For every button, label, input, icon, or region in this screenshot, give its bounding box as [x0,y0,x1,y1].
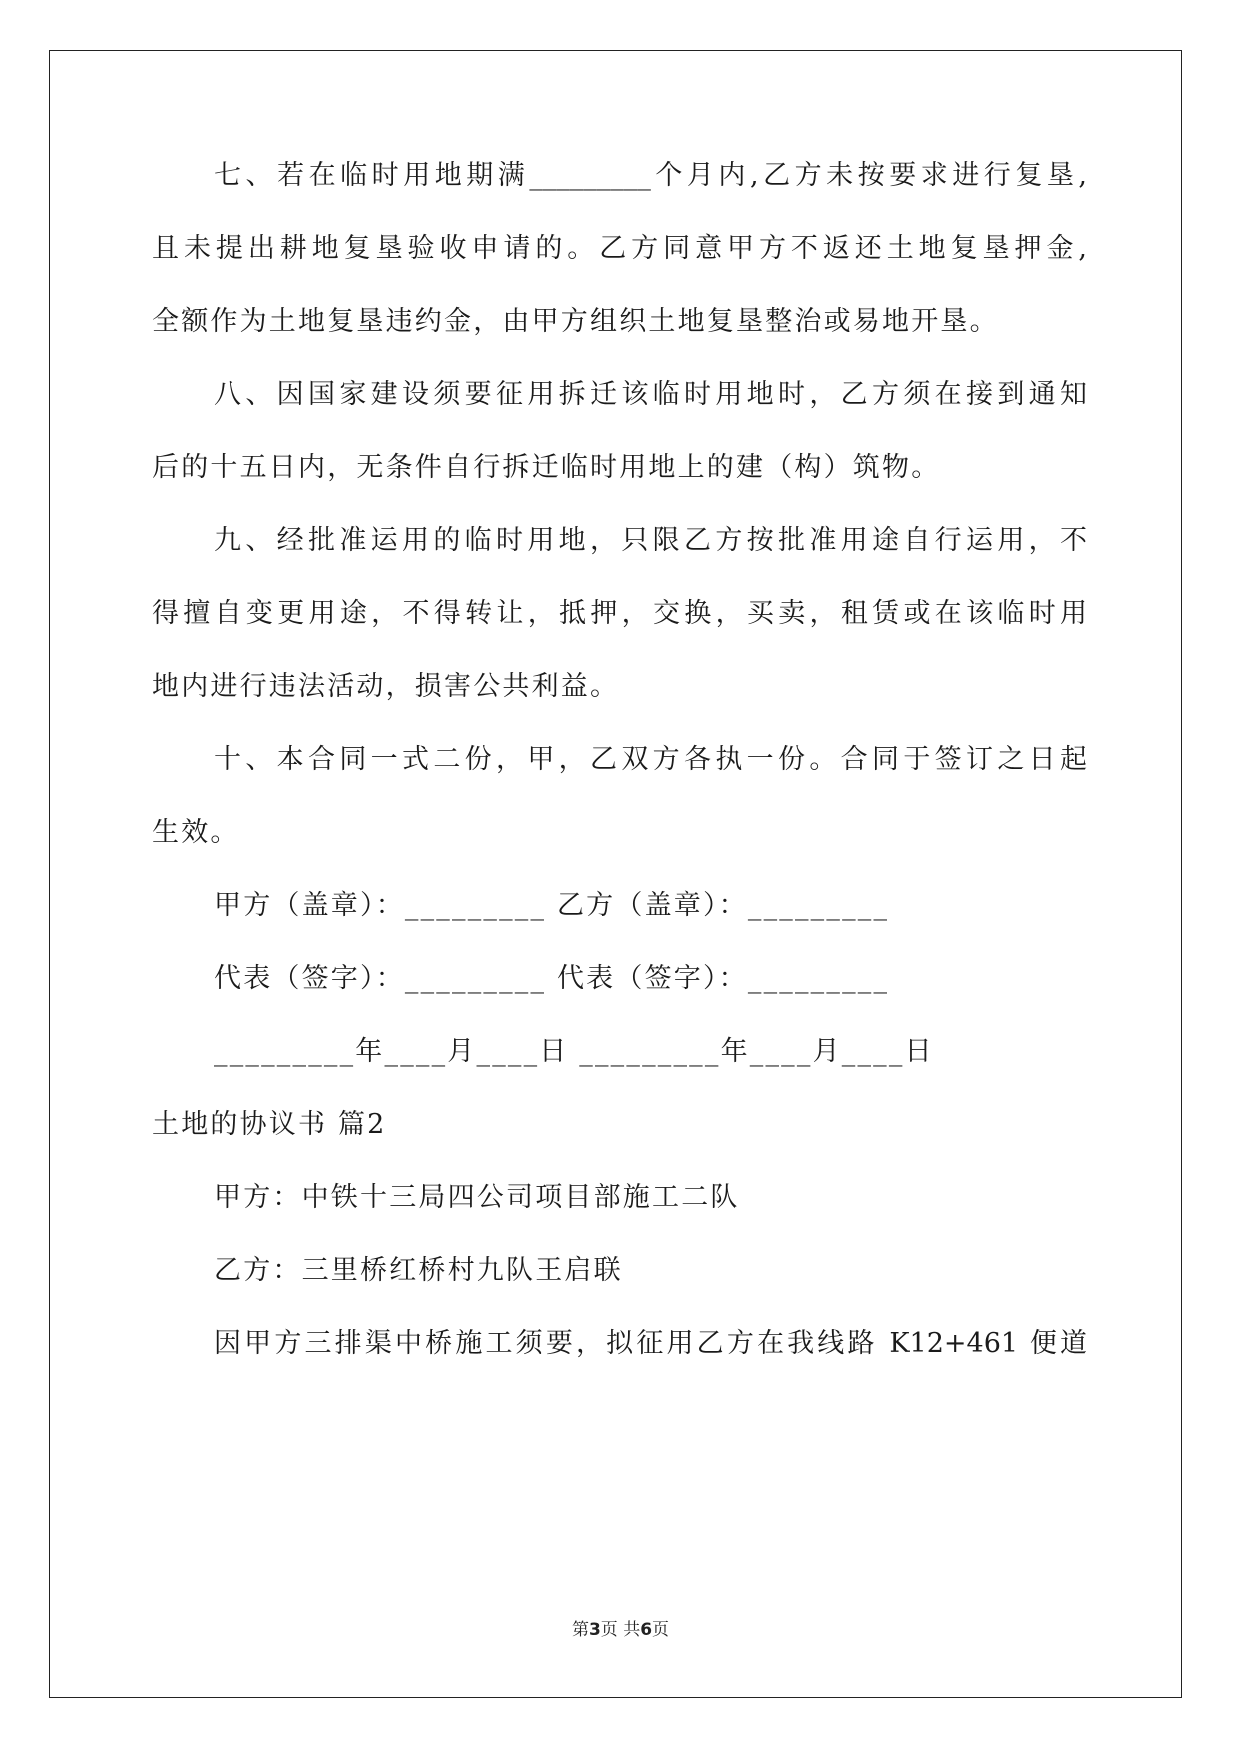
paragraph-line: 生效。 [152,817,240,848]
party-b-line: 乙方：三里桥红桥村九队王启联 [214,1255,623,1286]
footer-total-pages: 6 [640,1620,653,1640]
page-border [49,50,1182,1698]
footer-suffix: 页 [652,1620,670,1640]
signature-line-representative: 代表（签字）：_________ 代表（签字）：_________ [214,963,890,994]
footer-prefix: 第 [571,1620,589,1640]
paragraph-line: 十、本合同一式二份，甲，乙双方各执一份。合同于签订之日起 [214,744,1087,775]
paragraph-line: 全额作为土地复垦违约金，由甲方组织土地复垦整治或易地开垦。 [152,306,999,337]
paragraph-line: 地内进行违法活动，损害公共利益。 [152,671,620,702]
paragraph-line: 后的十五日内，无条件自行拆迁临时用地上的建（构）筑物。 [152,452,941,483]
paragraph-line: 因甲方三排渠中桥施工须要，拟征用乙方在我线路 K12+461 便道 [214,1328,1087,1359]
party-a-line: 甲方：中铁十三局四公司项目部施工二队 [214,1182,740,1213]
signature-line-date: _________年____月____日 _________年____月____日 [214,1036,934,1067]
footer-page-number: 3 [588,1620,601,1640]
paragraph-line: 八、因国家建设须要征用拆迁该临时用地时，乙方须在接到通知 [214,379,1087,410]
paragraph-line: 且未提出耕地复垦验收申请的。乙方同意甲方不返还土地复垦押金, [152,233,1087,264]
paragraph-line: 七、若在临时用地期满_________个月内,乙方未按要求进行复垦, [214,160,1087,191]
page-footer [0,1620,1241,1640]
section-heading: 土地的协议书 篇2 [152,1109,387,1140]
signature-line-seal: 甲方（盖章）：_________ 乙方（盖章）：_________ [214,890,890,921]
paragraph-line: 得擅自变更用途，不得转让，抵押，交换，买卖，租赁或在该临时用 [152,598,1087,629]
paragraph-line: 九、经批准运用的临时用地，只限乙方按批准用途自行运用，不 [214,525,1087,556]
footer-middle: 页 共 [600,1620,641,1640]
